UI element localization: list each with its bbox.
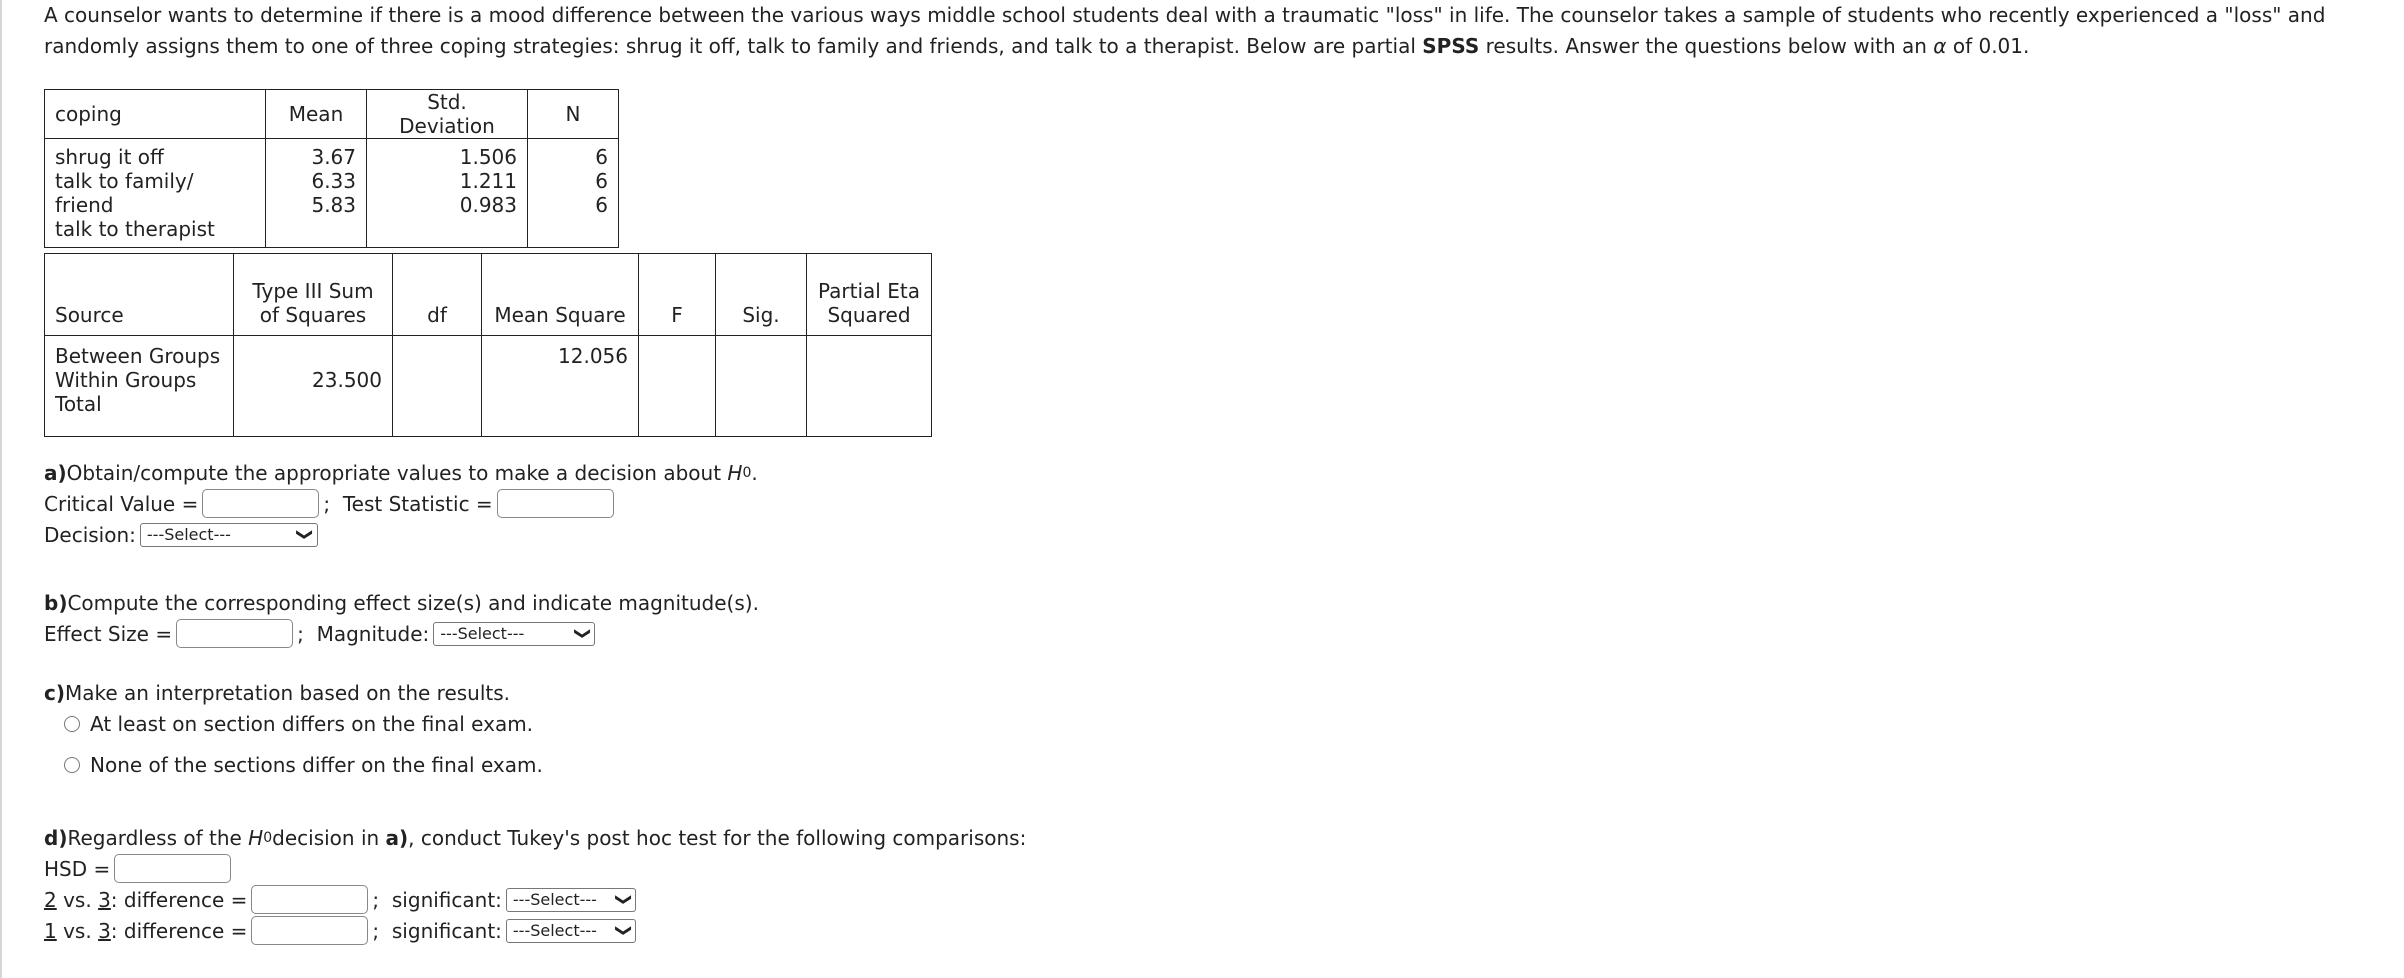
- group-name: talk to family/ friend: [55, 169, 194, 217]
- header-std-deviation: Std. Deviation: [367, 90, 528, 139]
- part-c: [44, 677, 543, 780]
- intro-text-3: of 0.01.: [1946, 34, 2030, 58]
- anova-header-row: [45, 254, 932, 336]
- h-subscript: 0: [263, 829, 273, 846]
- radio-button[interactable]: [64, 716, 80, 732]
- group-a-link[interactable]: 2: [44, 887, 57, 912]
- intro-spss: SPSS: [1422, 34, 1480, 58]
- part-d-text-1: Regardless of the: [67, 825, 242, 850]
- h-symbol: H: [248, 825, 264, 850]
- sd-value: 1.506: [459, 145, 517, 169]
- header-n: N: [528, 90, 619, 139]
- part-a-decision-row: [44, 519, 758, 550]
- difference-input[interactable]: [251, 916, 368, 945]
- ss-between-empty: [244, 344, 382, 368]
- mean-value: 3.67: [311, 145, 356, 169]
- header-f: F: [639, 254, 716, 336]
- n-value: 6: [595, 193, 608, 217]
- eta-cell: [807, 336, 932, 437]
- means-cell: [266, 139, 367, 248]
- alpha-symbol: α: [1933, 34, 1947, 58]
- part-a-inputs-row: [44, 488, 758, 519]
- intro-text-2: results. Answer the questions below with an: [1479, 34, 1934, 58]
- vs-text: vs.: [56, 887, 99, 912]
- effect-size-label: Effect Size =: [44, 621, 173, 646]
- test-statistic-input[interactable]: [497, 489, 614, 518]
- header-sum-of-squares: Type III Sum of Squares: [234, 254, 393, 336]
- comparison-row: [44, 915, 1026, 946]
- df-cell: [393, 336, 482, 437]
- header-mean: Mean: [266, 90, 367, 139]
- part-b-label: b): [44, 590, 68, 615]
- sd-value: 0.983: [459, 193, 517, 217]
- critical-value-label: Critical Value =: [44, 491, 199, 516]
- hsd-label: HSD =: [44, 856, 111, 881]
- decision-select-value: ---Select---: [146, 525, 231, 544]
- part-a-end: .: [751, 460, 758, 485]
- part-a: [44, 457, 758, 550]
- ss-within-value: 23.500: [312, 368, 382, 392]
- sds-cell: [367, 139, 528, 248]
- chevron-down-icon: ❯: [574, 626, 594, 641]
- descriptives-table: [44, 89, 619, 248]
- group-b-link[interactable]: 3: [98, 918, 111, 943]
- group-a-link[interactable]: 1: [44, 918, 57, 943]
- part-b-text: Compute the corresponding effect size(s) and indicate magnitude(s).: [67, 590, 759, 615]
- magnitude-label: Magnitude:: [316, 621, 430, 646]
- significant-label: significant:: [391, 918, 502, 943]
- header-sig: Sig.: [716, 254, 807, 336]
- difference-label: : difference =: [110, 887, 248, 912]
- part-d-text-3: , conduct Tukey's post hoc test for the following comparisons:: [408, 825, 1027, 850]
- part-d-prompt: [44, 822, 1026, 853]
- decision-select[interactable]: [140, 523, 318, 547]
- sig-cell: [716, 336, 807, 437]
- significant-label: significant:: [391, 887, 502, 912]
- critical-value-input[interactable]: [202, 489, 319, 518]
- part-b: [44, 587, 759, 649]
- effect-size-input[interactable]: [176, 619, 293, 648]
- radio-option[interactable]: [38, 708, 543, 739]
- chevron-down-icon: ❯: [614, 892, 634, 907]
- f-cell: [639, 336, 716, 437]
- part-c-label: c): [44, 680, 65, 705]
- h-subscript: 0: [742, 464, 752, 481]
- chevron-down-icon: ❯: [614, 923, 634, 938]
- decision-label: Decision:: [44, 522, 136, 547]
- hsd-row: [44, 853, 1026, 884]
- anova-table: [44, 253, 932, 437]
- part-a-label: a): [44, 460, 67, 485]
- group-names-cell: [45, 139, 266, 248]
- ms-cell: [482, 336, 639, 437]
- header-source: Source: [45, 254, 234, 336]
- mean-value: 6.33: [311, 169, 356, 193]
- question-content: [44, 0, 2394, 943]
- problem-statement: [44, 0, 2394, 62]
- ss-cell: [234, 336, 393, 437]
- ns-cell: [528, 139, 619, 248]
- anova-body-row: [45, 336, 932, 437]
- separator: ;: [323, 491, 331, 516]
- header-partial-eta-squared: Partial Eta Squared: [807, 254, 932, 336]
- part-c-prompt: [44, 677, 543, 708]
- group-b-link[interactable]: 3: [98, 887, 111, 912]
- mean-value: 5.83: [311, 193, 356, 217]
- part-a-prompt: [44, 457, 758, 488]
- ms-between-value: 12.056: [558, 344, 628, 368]
- test-statistic-label: Test Statistic =: [342, 491, 493, 516]
- sources-cell: [45, 336, 234, 437]
- header-mean-square: Mean Square: [482, 254, 639, 336]
- sd-value: 1.211: [459, 169, 517, 193]
- radio-button[interactable]: [64, 757, 80, 773]
- group-name: shrug it off: [55, 145, 164, 169]
- source-label: Within Groups: [55, 368, 197, 392]
- source-label: Total: [55, 392, 102, 416]
- radio-option-label[interactable]: At least on section differs on the final exam.: [90, 711, 534, 736]
- magnitude-select[interactable]: [433, 622, 595, 646]
- vs-text: vs.: [56, 918, 99, 943]
- descriptives-body-row: [45, 139, 619, 248]
- separator: ;: [372, 918, 380, 943]
- n-value: 6: [595, 145, 608, 169]
- part-c-text: Make an interpretation based on the results.: [65, 680, 511, 705]
- difference-label: : difference =: [110, 918, 248, 943]
- source-label: Between Groups: [55, 344, 221, 368]
- intro-text-1: A counselor wants to determine if there is a mood difference between the various ways middle school students deal with a traumatic "loss" in life. The counselor takes a sample of students who recently experienced a "loss" and randomly assigns them to one of three coping strategies: shrug it off, talk to family and friends, and talk to a therapist. Below are partial: [44, 3, 2326, 58]
- separator: ;: [372, 887, 380, 912]
- significant-select-value: ---Select---: [512, 921, 597, 940]
- descriptives-header-row: [45, 90, 619, 139]
- difference-input[interactable]: [251, 885, 368, 914]
- n-value: 6: [595, 169, 608, 193]
- significant-select-value: ---Select---: [512, 890, 597, 909]
- h-symbol: H: [727, 460, 743, 485]
- header-df: df: [393, 254, 482, 336]
- header-coping: coping: [45, 90, 266, 139]
- part-a-text: Obtain/compute the appropriate values to make a decision about: [66, 460, 722, 485]
- hsd-input[interactable]: [114, 854, 231, 883]
- part-d-text-2: decision in: [272, 825, 380, 850]
- radio-option[interactable]: [38, 749, 543, 780]
- part-b-inputs-row: [44, 618, 759, 649]
- part-d: [44, 822, 1026, 946]
- part-d-label: d): [44, 825, 68, 850]
- radio-option-label[interactable]: None of the sections differ on the final exam.: [90, 752, 543, 777]
- magnitude-select-value: ---Select---: [440, 624, 525, 643]
- group-name: talk to therapist: [55, 217, 215, 241]
- separator: ;: [297, 621, 304, 646]
- significant-select[interactable]: [506, 888, 636, 912]
- comparison-row: [44, 884, 1026, 915]
- significant-select[interactable]: [506, 919, 636, 943]
- chevron-down-icon: ❯: [296, 527, 316, 542]
- part-d-ref: a): [385, 825, 409, 850]
- part-b-prompt: [44, 587, 759, 618]
